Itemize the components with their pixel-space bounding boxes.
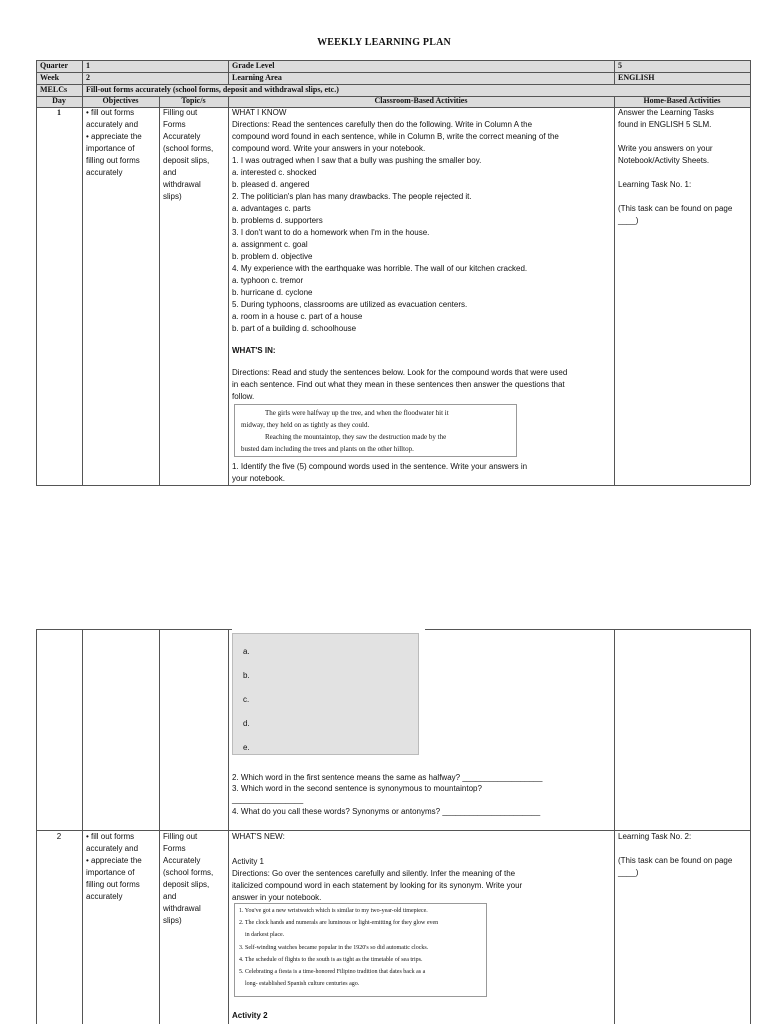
activity-1-directions: Directions: Go over the sentences carefully and silently. Infer the meaning of the italicized compound word in each statement by looking for its synonym. Write your answer in your notebook. xyxy=(232,869,523,902)
grade-label: Grade Level xyxy=(232,61,275,70)
quarter-value: 1 xyxy=(86,61,90,70)
header-topic: Topic/s xyxy=(181,96,206,105)
area-label: Learning Area xyxy=(232,73,282,82)
row1-topic: Filling out Forms Accurately (school forms, deposit slips, and withdrawal slips) xyxy=(163,108,214,201)
melcs-value: Fill-out forms accurately (school forms, deposit and withdrawal slips, etc.) xyxy=(86,85,339,94)
area-value: ENGLISH xyxy=(618,73,655,82)
melcs-label: MELCs xyxy=(40,85,68,94)
week-value: 2 xyxy=(86,73,90,82)
question-3-blank: ________________ xyxy=(232,795,304,804)
row2-topic: Filling out Forms Accurately (school forms, deposit slips, and withdrawal slips) xyxy=(163,832,214,925)
question-1: 1. Identify the five (5) compound words used in the sentence. Write your answers in your notebook. xyxy=(232,462,528,483)
page-title: WEEKLY LEARNING PLAN xyxy=(317,37,451,48)
story-box: The girls were halfway up the tree, and when the floodwater hit it midway, they held on as tightly as they could. Reaching the mountaintop, they saw the destruction made by the busted dam including the trees and plants on the other hilltop. xyxy=(234,404,517,457)
question-2: 2. Which word in the first sentence means the same as halfway? __________________ xyxy=(232,773,543,782)
activity-1-title: Activity 1 xyxy=(232,857,265,866)
row1-home-activities: Answer the Learning Tasks found in ENGLISH 5 SLM. Write you answers on your Notebook/Activity Sheets. Learning Task No. 1: (This task can be found on page ____) xyxy=(618,108,733,225)
header-objectives: Objectives xyxy=(102,96,139,105)
activity-1-sentences: 1. You've got a new wristwatch which is similar to my two-year-old timepiece. 2. The clock hands and numerals are luminous or light-emitting for they glow even in darkest place. 3. Self-winding watches became popular in the 1920's so did automatic clocks. 4. The schedule of flights to the south is as tight as the timetable of sea trips. 5. Celebrating a fiesta is a time-honored Filipino tradition that dates back as a long- established Spanish culture centuries ago. xyxy=(234,903,487,997)
week-label: Week xyxy=(40,73,60,82)
question-3: 3. Which word in the second sentence is synonymous to mountaintop? xyxy=(232,784,482,793)
row2-objectives: • fill out forms accurately and • appreciate the importance of filling out forms accurately xyxy=(86,832,142,901)
answer-box: a. b. c. d. e. xyxy=(232,633,419,755)
whats-in-title: WHAT'S IN: xyxy=(232,346,276,355)
row2-day: 2 xyxy=(56,832,62,841)
whats-in-directions: Directions: Read and study the sentences below. Look for the compound words that were used in each sentence. Find out what they mean in these sentences then answer the questions that follow. xyxy=(232,368,568,401)
row1-objectives: • fill out forms accurately and • appreciate the importance of filling out forms accurately xyxy=(86,108,142,177)
row1-day: 1 xyxy=(57,108,61,117)
quarter-label: Quarter xyxy=(40,61,68,70)
grade-value: 5 xyxy=(618,61,622,70)
row2-home-activities: Learning Task No. 2: (This task can be found on page ____) xyxy=(618,832,733,877)
question-4: 4. What do you call these words? Synonyms or antonyms? ______________________ xyxy=(232,807,541,816)
activity-2-title: Activity 2 xyxy=(232,1011,268,1020)
header-home: Home-Based Activities xyxy=(643,96,721,105)
row1-what-i-know: WHAT I KNOW Directions: Read the sentences carefully then do the following. Write in Column A the compound word found in each sentence, while in Column B, write the correct meaning of the compound word. Write your answers in your notebook. 1. I was outraged when I saw that a bully was pushing the smaller boy. a. interested c. shocked b. pleased d. angered 2. The politician's plan has many drawbacks. The people rejected it. a. advantages c. parts b. problems d. supporters 3. I don't want to do a homework when I'm in the house. a. assignment c. goal b. problem d. objective 4. My experience with the earthquake was horrible. The wall of our kitchen cracked. a. typhoon c. tremor b. hurricane d. cyclone 5. During typhoons, classrooms are utilized as evacuation centers. a. room in a house c. part of a house b. part of a building d. schoolhouse xyxy=(232,108,559,333)
whats-new-title: WHAT'S NEW: xyxy=(232,832,285,841)
header-day: Day xyxy=(52,96,66,105)
header-classroom: Classroom-Based Activities xyxy=(374,96,468,105)
